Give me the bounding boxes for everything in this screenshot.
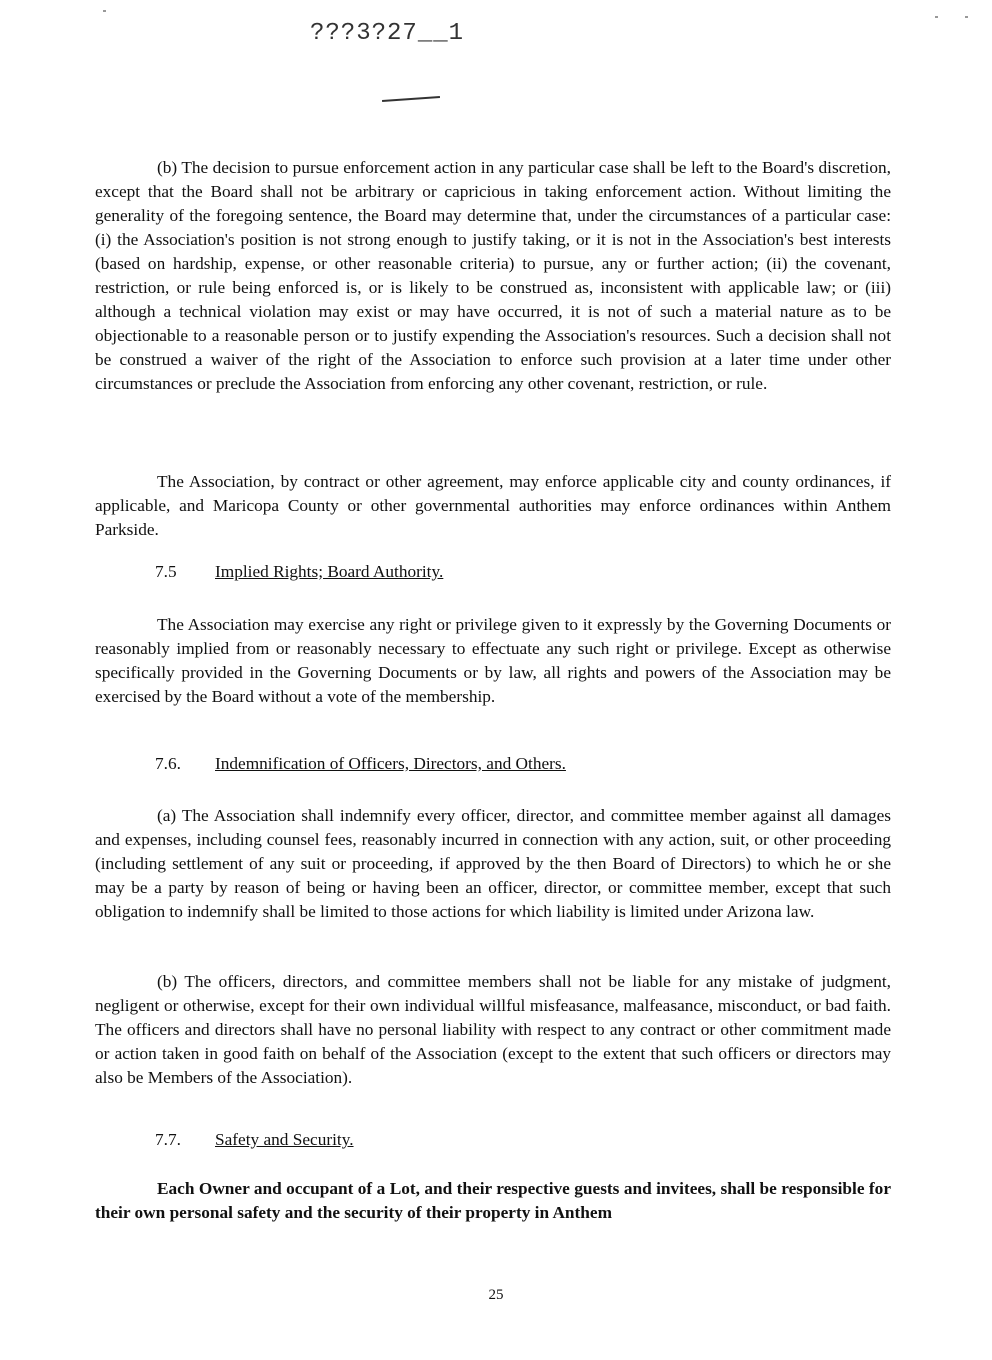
section-number: 7.7. (155, 1130, 181, 1149)
section-7-6-a (95, 804, 891, 924)
scan-speck (103, 10, 106, 12)
section-title: Indemnification of Officers, Directors, and Others. (215, 754, 566, 773)
heading-7-5 (155, 560, 443, 584)
document-stamp: ???3?27__1 (310, 20, 465, 47)
section-7-5-body (95, 613, 891, 709)
paragraph: Each Owner and occupant of a Lot, and their respective guests and invitees, shall be responsible for their own personal safety and the security of their property in Anthem (95, 1179, 891, 1222)
heading-7-6 (155, 752, 566, 776)
scan-speck (935, 16, 938, 18)
paragraph: (a) The Association shall indemnify every officer, director, and committee member against all damages and expenses, including counsel fees, reasonably incurred in connection with any action, suit, or other proceeding (including settlement of any suit or proceeding, if approved by the then Board of Directors) to which he or she may be a party by reason of being or having been an officer, director, or committee member, except that such obligation to indemnify shall be limited to those actions for which liability is limited under Arizona law. (95, 806, 891, 921)
paragraph: (b) The decision to pursue enforcement action in any particular case shall be left to the Board's discretion, except that the Board shall not be arbitrary or capricious in taking enforcement action. Without limiting the generality of the foregoing sentence, the Board may determine that, under the circumstances of a particular case: (i) the Association's position is not strong enough to justify taking, or it is not in the Association's best interests (based on hardship, expense, or other reasonable criteria) to pursue, any or further action; (ii) the covenant, restriction, or rule being enforced is, or is likely to be construed as, inconsistent with applicable law; or (iii) although a technical violation may exist or may have occurred, it is not of such a material nature as to be objectionable to a reasonable person or to justify expending the Association's resources. Such a decision shall not be construed a waiver of the right of the Association to enforce such provision at a later time under other circumstances or preclude the Association from enforcing any other covenant, restriction, or rule. (95, 158, 891, 393)
pen-mark (382, 96, 440, 102)
section-number: 7.5 (155, 562, 177, 581)
section-ordinances (95, 470, 891, 542)
section-number: 7.6. (155, 754, 181, 773)
section-7-4-b (95, 156, 891, 396)
section-title: Safety and Security. (215, 1130, 354, 1149)
section-7-6-b (95, 970, 891, 1090)
scan-speck (965, 16, 968, 18)
page-number: 25 (488, 1287, 504, 1303)
section-7-7-body (95, 1177, 891, 1225)
paragraph: The Association, by contract or other agreement, may enforce applicable city and county ordinances, if applicable, and Maricopa County or other governmental authorities may enforce ordinances within Anthem Parkside. (95, 472, 891, 539)
paragraph: The Association may exercise any right or privilege given to it expressly by the Governing Documents or reasonably implied from or reasonably necessary to effectuate any such right or privilege. Except as otherwise specifically provided in the Governing Documents or by law, all rights and powers of the Association may be exercised by the Board without a vote of the membership. (95, 615, 891, 706)
section-title: Implied Rights; Board Authority. (215, 562, 444, 581)
heading-7-7 (155, 1128, 354, 1152)
paragraph: (b) The officers, directors, and committee members shall not be liable for any mistake of judgment, negligent or otherwise, except for their own individual willful misfeasance, malfeasance, misconduct, or bad faith. The officers and directors shall have no personal liability with respect to any contract or other commitment made or action taken in good faith on behalf of the Association (except to the extent that such officers or directors may also be Members of the Association). (95, 972, 891, 1087)
